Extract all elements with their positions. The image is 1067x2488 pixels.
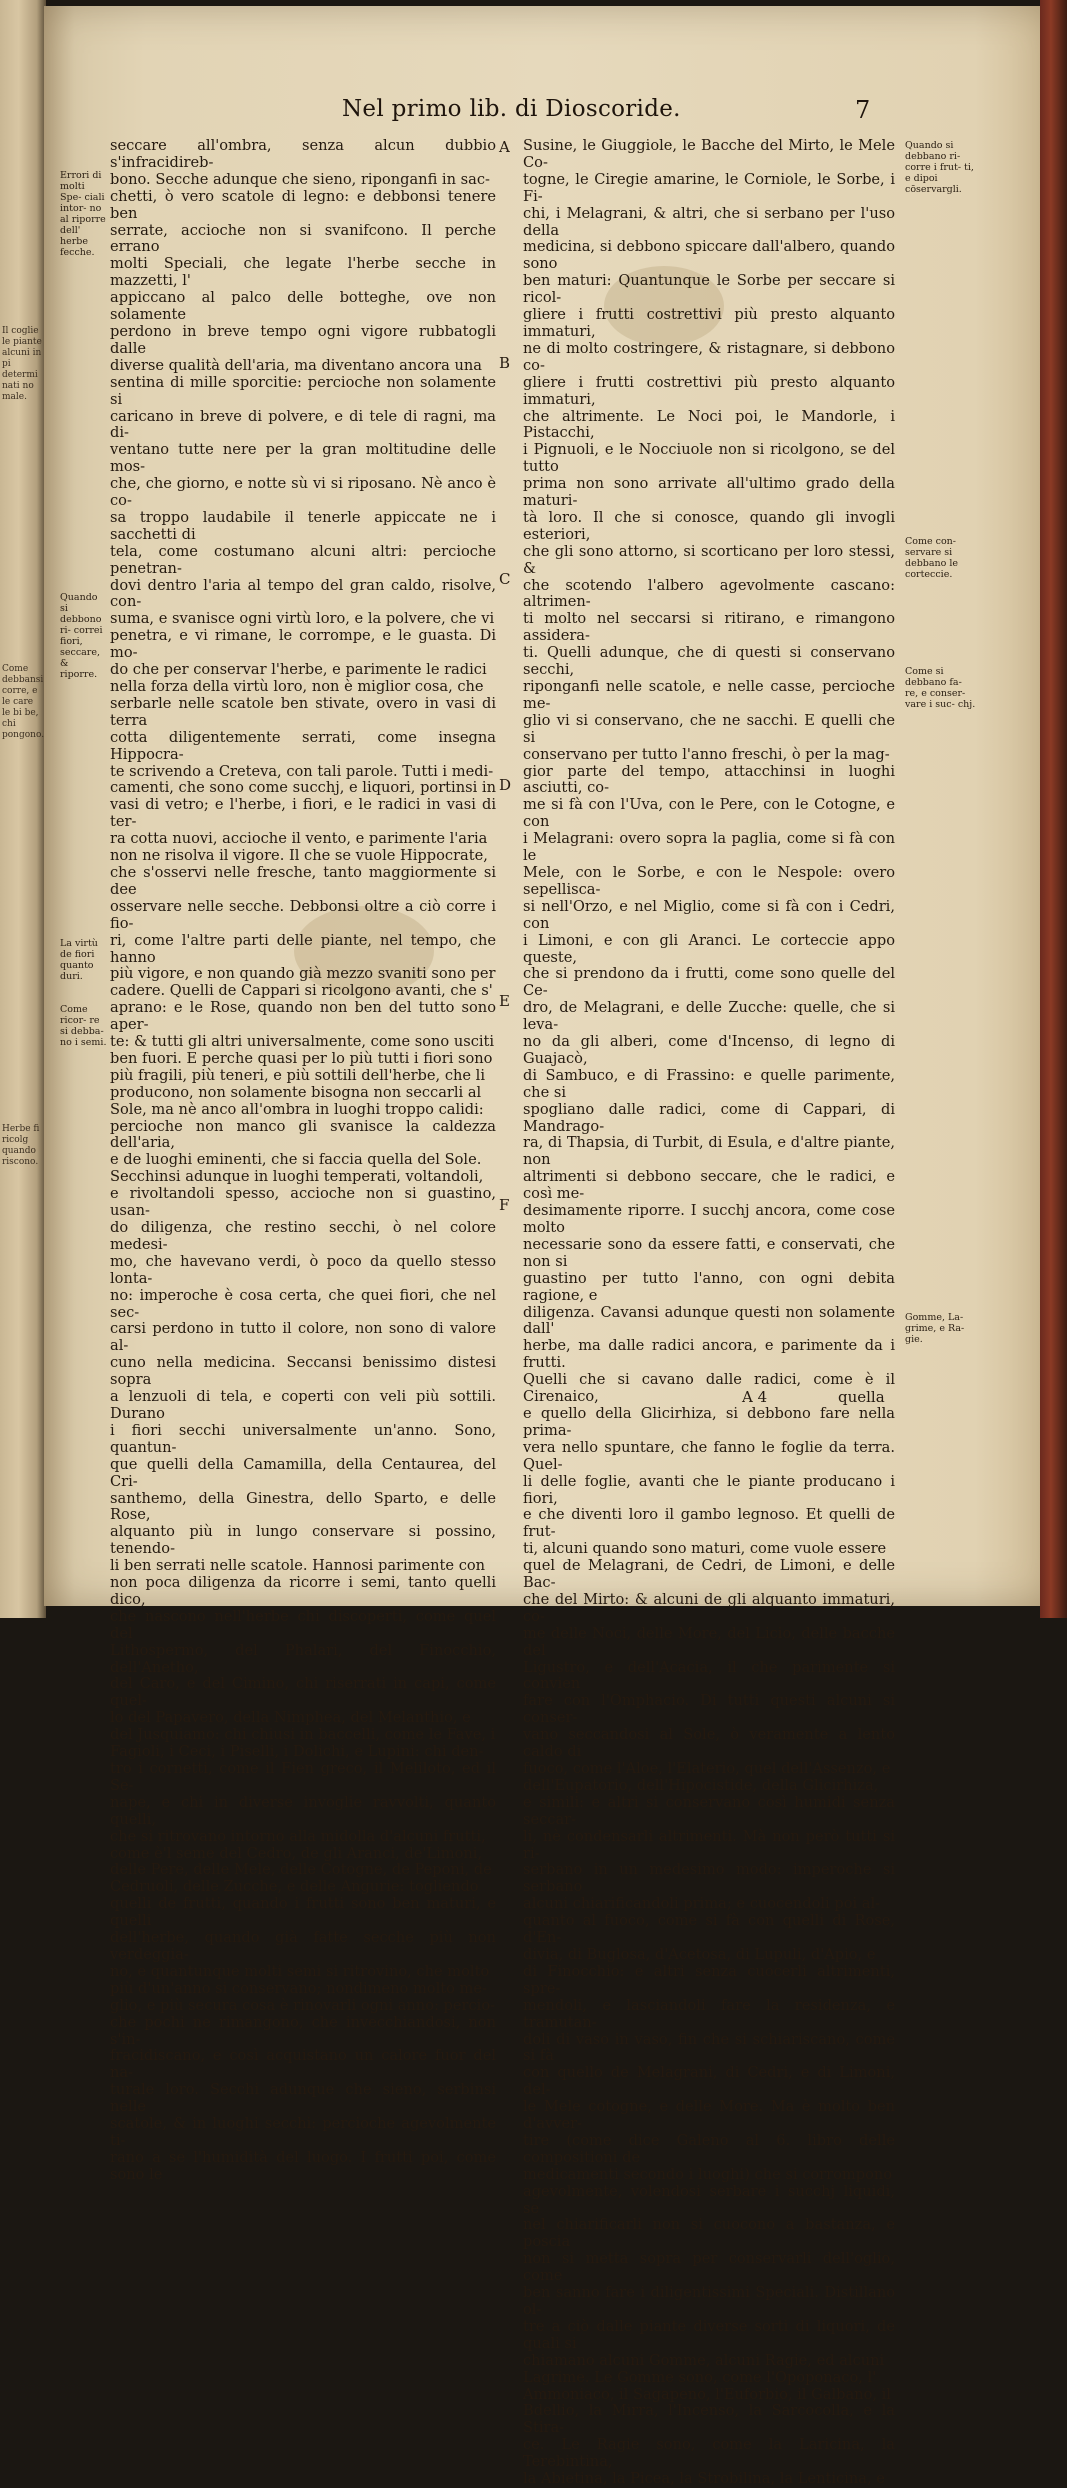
previous-page-margin-note: Come debbansi corre, e le care le bi be, chi pongono. — [2, 664, 45, 740]
gutter-letter: A — [499, 138, 510, 156]
catchword: quella — [838, 1388, 885, 1406]
gutter-letter: D — [499, 776, 512, 794]
left-column-text: seccare all'ombra, senza alcun dubbio s'infracidireb- bono. Secche adunque che sieno, riponganfi in sac- chetti, ò vero scatole di legno: e debbonsi tenere ben serrate, accioche non si svanifcono. Il perche errano molti Speciali, che legate l'herbe secche in mazzetti, l' appiccano al palco delle botteghe, ove non solamente perdono in breve tempo ogni vigore rubbatogli dalle diverse qualità dell'aria, ma diventano ancora una sentina di mille sporcitie: percioche non solamente si caricano in breve di polvere, e di tele di ragni, ma di- ventano tutte nere per la gran moltitudine delle mos- che, che giorno, e notte sù vi si riposano. Nè anco è co- sa troppo laudabile il tenerle appiccate ne i sacchetti di tela, come costumano alcuni altri: percioche penetran- dovi dentro l'aria al tempo del gran caldo, risolve, con- suma, e svanisce ogni virtù loro, e la polvere, che vi penetra, e vi rimane, le corrompe, e le guasta. Di mo- do che per conservar l'herbe, e parimente le radici nella forza della virtù loro, non è miglior cosa, che serbarle nelle scatole ben stivate, overo in vasi di terra cotta diligentemente serrati, come insegna Hippocra- te scrivendo a Creteva, con tali parole. Tutti i medi- camenti, che sono come succhj, e liquori, portinsi in vasi di vetro; e l'herbe, i fiori, e le radici in vasi di ter- ra cotta nuovi, accioche il vento, e parimente l'aria non ne risolva il vigore. Il che se vuole Hippocrate, che s'osservi nelle fresche, tanto maggiormente si dee osservare nelle secche. Debbonsi oltre a ciò corre i fio- ri, come l'altre parti delle piante, nel tempo, che hanno più vigore, e non quando già mezzo svaniti sono per cadere. Quelli de Cappari si ricolgono avanti, che s' aprano: e le Rose, quando non ben del tutto sono aper- te: & tutti gli altri universalmente, come sono usciti ben fuori. E perche quasi per lo più tutti i fiori sono più fragili, più teneri, e più sottili dell'herbe, che li producono, non solamente bisogna non seccarli al Sole, ma nè anco all'ombra in luoghi troppo calidi: percioche non manco gli svanisce la caldezza dell'aria, e de luoghi eminenti, che si faccia quella del Sole. Secchinsi adunque in luoghi temperati, voltandoli, e rivoltandoli spesso, accioche non si guastino, usan- do diligenza, che restino secchi, ò nel colore medesi- mo, che havevano verdi, ò poco da quello stesso lonta- no: imperoche è cosa certa, che quei fiori, che nel sec- carsi perdono in tutto il colore, non sono di valore al- cuno nella medicina. Seccansi benissimo distesi sopra a lenzuoli di tela, e coperti con veli più sottili. Durano i fiori secchi universalmente un'anno. Sono, quantun- que quelli della Camamilla, della Centaurea, del Cri- santhemo, della Ginestra, dello Sparto, e delle Rose, alquanto più in lungo conservare si possino, tenendo- li ben serrati nelle scatole. Hannosi parimente con non poca diligenza da ricorre i semi, tanto quelli dico, che nascono nell'herbe chi discoperti, come quel del Lithospermo, del Phalari, del Finocchio, dell'Anetho, del Caro, e del Cimino, chi riserrati in capi, come quel- lo del Papavero, della Nimphea, del Melanthio, e del Jusquiamo: chi chiusi in baccelli, come le Fave, i Fagioli, i Ceci, i Piselli, i Dolichi, e Lupini: chi den- tro i cornetti, come il Fien greco, il Meliloto, ed il Se- nape, e chi in diverse invoglie ravvolti, quanto quelli, che si ritrovano intorno alla midolla d'alcuni frutti, come è'l seme del Cedro, de gli Aranci, de'Limoni, delle Pere, delle Mele, delle Cotogne, de Peponi, de Cedruoli, delle Zucche, e delle Angurie: togliendo quelli de frutti, quando i frutti sono ben maturi, e quelli dell'herbe, quando già fatte secche più non verdeggia- no, e quantunque molti semi si ritrovino, che molto più d'un'anno si conservano; nondimeno molto me- glio, e più secura cosa è rinovarli ogni anno: percio- che pochi ne rimangono, che invecchiandosi, non s'in- fracidiscano, e così acquistano un calore fuor del na- turale loro. Secchi adunque che sieno, serbinsi nelle scatole, & in luoghi secchi: percioche agevolmente ti- rano a se l'humidità del luogo. I frutti poi, come sono le — [110, 137, 496, 2183]
running-head: Nel primo lib. di Dioscoride. — [342, 96, 681, 122]
previous-page-edge — [0, 0, 46, 1618]
margin-note: Quando si debbono ri- correi fiori, seccare, & riporre. — [60, 592, 103, 680]
signature-mark: A 4 — [742, 1388, 768, 1406]
text-column-right — [523, 138, 895, 2488]
gutter-letter: B — [499, 354, 511, 372]
margin-note: Come si debbano fa- re, e conser- vare i suc- chj. — [905, 666, 976, 710]
gutter-letter: C — [499, 570, 511, 588]
margin-note: Come ricor- re si debba- no i semi. — [60, 1004, 107, 1048]
gutter-letter: E — [499, 992, 510, 1010]
page-number: 7 — [855, 96, 871, 124]
margin-note: Quando si debbano ri- corre i frut- ti, e dipoi cōservargli. — [905, 140, 974, 195]
margin-note: Come con- servare si debbano le corteccie. — [905, 536, 959, 580]
gutter-letter: F — [499, 1196, 510, 1214]
previous-page-margin-note: Herbe fi ricolg quando riscono. — [2, 1124, 40, 1167]
book-binding-edge — [1040, 0, 1067, 1618]
page-header — [330, 96, 890, 136]
right-column-text: Susine, le Giuggiole, le Bacche del Mirto, le Mele Co- togne, le Ciregie amarine, le Corniole, le Sorbe, i Fi- chi, i Melagrani, & altri, che si serbano per l'uso della medicina, si debbono spiccare dall'albero, quando sono ben maturi: Quantunque le Sorbe per seccare si ricol- gliere i frutti costrettivi più presto alquanto immaturi, ne di molto costringere, & ristagnare, si debbono co- gliere i frutti costrettivi più presto alquanto immaturi, che altrimente. Le Noci poi, le Mandorle, i Pistacchi, i Pignuoli, e le Nocciuole non si ricolgono, se del tutto prima non sono arrivate all'ultimo grado della maturi- tà loro. Il che si conosce, quando gli invogli esteriori, che gli sono attorno, si scorticano per loro stessi, & che scotendo l'albero agevolmente cascano: altrimen- ti molto nel seccarsi si ritirano, e rimangono assidera- ti. Quelli adunque, che di questi si conservano secchi, riponganfi nelle scatole, e nelle casse, percioche me- glio vi si conservano, che ne sacchi. E quelli che si conservano per tutto l'anno freschi, ò per la mag- gior parte del tempo, attacchinsi in luoghi asciutti, co- me si fà con l'Uva, con le Pere, con le Cotogne, e con i Melagrani: overo sopra la paglia, come si fà con le Mele, con le Sorbe, e con le Nespole: overo sepellisca- si nell'Orzo, e nel Miglio, come si fà con i Cedri, con i Limoni, e con gli Aranci. Le corteccie appo queste, che si prendono da i frutti, come sono quelle del Ce- dro, de Melagrani, e delle Zucche: quelle, che si leva- no da gli alberi, come d'Incenso, di legno di Guajacò, di Sambuco, e di Frassino: e quelle parimente, che si spogliano dalle radici, come di Cappari, di Mandrago- ra, di Thapsia, di Turbit, di Esula, e d'altre piante, non altrimenti si debbono seccare, che le radici, e così me- desimamente riporre. I succhj ancora, come cose molto necessarie sono da essere fatti, e conservati, che non si guastino per tutto l'anno, con ogni debita ragione, e diligenza. Cavansi adunque questi non solamente dall' herbe, ma dalle radici ancora, e parimente da i frutti. Quelli che si cavano dalle radici, come è il Cirenaico, e quello della Glicirhiza, si debbono fare nella prima- vera nello spuntare, che fanno le foglie da terra. Quel- li delle foglie, avanti che le piante producano i fiori, e che diventi loro il gambo legnoso. Et quelli de frut- ti, alcuni quando sono maturi, come vuole essere quel de Melagrani, de Cedri, de Limoni, e delle Bac- che del Mirto: & alcuni de gli alquanto immaturi, co- me delle Noci, delle More, del Licio, delle bacche del Ligustro, e dell'Acacia, il che parimente si convien fare con l'Omphacio. Di tutti questi alcuni si conser- vano seccandosi al Sole, ò veramente a lento caldo di fuoco, come l'Aloe, l'Elaterio, quel dell'Assenzo, e dell'Eupatorio, dell'Hipocistide, della Glicirhiza, e simili: e altri si conservano così humidi senza seccar- li, nè condensarli altrimenti. Mà non però tutti si ri- serbano in un medesimo modo: imperoche si serbano alcuni chiarificandoli prima; e cuocendoli poi al- quanto al fuoco, come si fà con quelli di Rose, d'En- divia, di Buglosa, d'Acetosa, di Lupuli, d'Apio, e di Finocchio: e altri senza cuocerli altrimenti, spre- mendoli, e lasciandoli fare la residenza, e tramutan- doli di vaso in vaso, fin che si schiariscano, come si fà con quello de Melagrani, di Cedri, e di Limoni, del- le Mele cotogne, e delle More. Ma è molto ben d'avver- tire (come dice Galeno al 6. libro delle compositioni de medicamenti secondo i luoghi) che si corrompono agevolmente, volendosi serbare i succhj liquidi, se nel chiarificarli non si cuocono a bastanza, e poscia non si metta sopra per conservarli dell'oglio, come ben sanno fare i diligentissimi Speciali. Distillano ol- tre a ciò dalle piante diverse sorti di liquori, de quali si chiamano alcuni Gomme, alcuni Ragie, ed alcuni Lagrime. Le Gomme sono, come l'Opoponaco, l' Ammoniaco, il Sagapeno, l'Euforbio, il Galbano, il Bdellio, la Mirra, l'Incenso, la Sarcocolla, e la Stira- ce. Le Ragie sono, come la Laricina, la Terebintina, la Abietina, la Picea, la Strobilina, la Lenticina, e — [523, 137, 895, 2488]
previous-page-margin-note: Il coglie le piante alcuni in pi determi nati no male. — [2, 326, 42, 402]
margin-note: Errori di molti Spe- ciali intor- no al riporre dell' herbe fecche. — [60, 170, 106, 258]
margin-note: La virtù de fiori quanto duri. — [60, 938, 98, 982]
text-column-left — [110, 138, 496, 2184]
margin-note: Gomme, La- grime, e Ra- gie. — [905, 1312, 965, 1345]
